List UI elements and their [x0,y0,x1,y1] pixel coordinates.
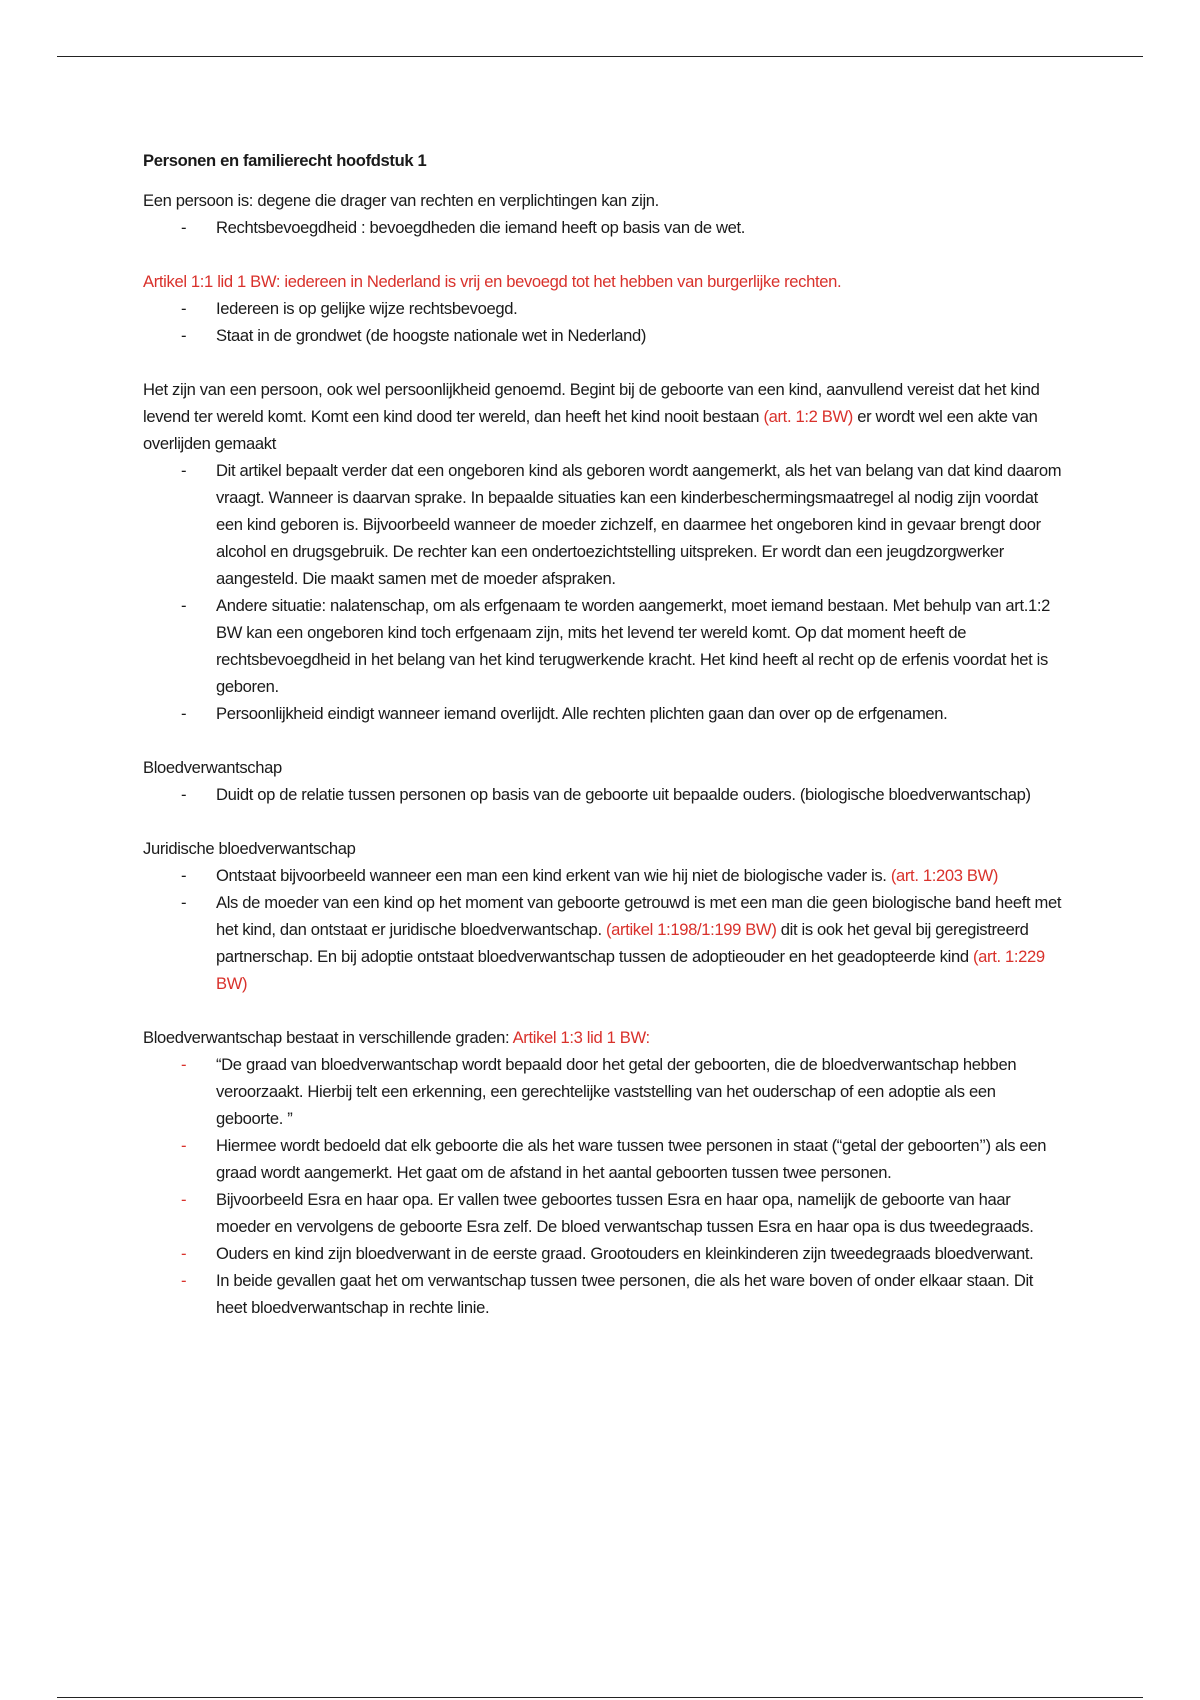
text: Bloedverwantschap bestaat in verschillende graden: [143,1028,513,1047]
list-item-text: Iedereen is op gelijke wijze rechtsbevoegd. [216,299,518,318]
bullet-dash: - [181,1190,187,1209]
bullet-dash: - [181,1271,187,1290]
list-item-text: Ouders en kind zijn bloedverwant in de eerste graad. Grootouders en kleinkinderen zijn tweedegraads bloedverwant. [216,1244,1034,1263]
article-reference: (art. 1:2 BW) [763,407,853,426]
list-item [143,592,1063,700]
list-item [143,1267,1063,1321]
list-item-text: Persoonlijkheid eindigt wanneer iemand overlijdt. Alle rechten plichten gaan dan over op de erfgenamen. [216,704,948,723]
bullet-dash: - [181,1136,187,1155]
article-reference: (art. 1:203 BW) [890,866,999,885]
article-1-1: Artikel 1:1 lid 1 BW: iedereen in Nederland is vrij en bevoegd tot het hebben van burgerlijke rechten. [143,272,842,291]
bullet-dash: - [181,1244,187,1263]
list-item [143,700,1063,727]
bullet-dash: - [181,326,187,345]
bullet-list [143,1051,1063,1321]
bullet-list [143,295,1063,349]
list-item [143,295,1063,322]
bullet-list [143,457,1063,727]
bullet-dash: - [181,218,187,237]
bullet-dash: - [181,461,187,480]
list-item [143,889,1063,997]
paragraph-graden [143,1024,1063,1051]
article-reference: Artikel 1:3 lid 1 BW: [512,1028,650,1047]
text: er wordt wel een akte van overlijden gemaakt [143,407,1038,453]
list-item [143,862,1063,889]
list-item [143,781,1063,808]
list-item-text: Dit artikel bepaalt verder dat een ongeboren kind als geboren wordt aangemerkt, als het van belang van dat kind daarom vraagt. Wanneer is daarvan sprake. In bepaalde situaties kan een kinderbeschermingsmaatregel al nodig zijn voordat een kind geboren is. Bijvoorbeeld wanneer de moeder zichzelf, en daarmee het ongeboren kind in gevaar brengt door alcohol en drugsgebruik. De rechter kan een ondertoezichtstelling uitspreken. Er wordt dan een jeugdzorgwerker aangesteld. Die maakt samen met de moeder afspraken. [216,461,1062,588]
list-item-text: Ontstaat bijvoorbeeld wanneer een man een kind erkent van wie hij niet de biologische vader is. [216,866,891,885]
heading-juridische-bloedverwantschap: Juridische bloedverwantschap [143,839,356,858]
paragraph-persoon: Een persoon is: degene die drager van rechten en verplichtingen kan zijn. [143,191,659,210]
bullet-dash: - [181,893,187,912]
bullet-list [143,781,1063,808]
list-item-text: Hiermee wordt bedoeld dat elk geboorte die als het ware tussen twee personen in staat (“getal der geboorten’’) als een graad wordt aangemerkt. Het gaat om de afstand in het aantal geboorten tussen twee personen. [216,1136,1047,1182]
list-item [143,1132,1063,1186]
list-item-text: Andere situatie: nalatenschap, om als erfgenaam te worden aangemerkt, moet iemand bestaan. Met behulp van art.1:2 BW kan een ongeboren kind toch erfgenaam zijn, mits het levend ter wereld komt. Op dat moment heeft de rechtsbevoegdheid in het belang van het kind terugwerkende kracht. Het kind heeft al recht op de erfenis voordat het is geboren. [216,596,1050,696]
list-item [143,322,1063,349]
list-item [143,457,1063,592]
list-item-text: dit is ook het geval bij geregistreerd partnerschap. En bij adoptie ontstaat bloedverwantschap tussen de adoptieouder en het geadopteerde kind [216,920,1029,966]
bullet-dash: - [181,866,187,885]
article-reference: (artikel 1:198/1:199 BW) [605,920,777,939]
bullet-dash: - [181,1055,187,1074]
list-item-text: Staat in de grondwet (de hoogste nationale wet in Nederland) [216,326,647,345]
list-item [143,1240,1063,1267]
bullet-dash: - [181,704,187,723]
list-item-text: “De graad van bloedverwantschap wordt bepaald door het getal der geboorten, die de bloedverwantschap hebben veroorzaakt. Hierbij telt een erkenning, een gerechtelijke vaststelling van het ouderschap of een adoptie als een geboorte. ” [216,1055,1017,1128]
header-rule [57,56,1143,57]
document-title: Personen en familierecht hoofdstuk 1 [143,151,427,170]
bullet-list [143,862,1063,997]
bullet-dash: - [181,299,187,318]
list-item-text: Bijvoorbeeld Esra en haar opa. Er vallen twee geboortes tussen Esra en haar opa, namelijk de geboorte van haar moeder en vervolgens de geboorte Esra zelf. De bloed verwantschap tussen Esra en haar opa is dus tweedegraads. [216,1190,1034,1236]
article-reference: (art. 1:229 BW) [216,947,1045,993]
list-item [143,1186,1063,1240]
bullet-dash: - [181,596,187,615]
list-item-text: Rechtsbevoegdheid : bevoegdheden die iemand heeft op basis van de wet. [216,218,746,237]
list-item-text: Duidt op de relatie tussen personen op basis van de geboorte uit bepaalde ouders. (biologische bloedverwantschap) [216,785,1031,804]
list-item [143,1051,1063,1132]
bullet-dash: - [181,785,187,804]
footer-rule [57,1697,1143,1698]
list-item [143,214,1063,241]
list-item-text: In beide gevallen gaat het om verwantschap tussen twee personen, die als het ware boven of onder elkaar staan. Dit heet bloedverwantschap in rechte linie. [216,1271,1034,1317]
list-item-text: Als de moeder van een kind op het moment van geboorte getrouwd is met een man die geen biologische band heeft met het kind, dan ontstaat er juridische bloedverwantschap. [216,893,1062,939]
document-body [143,147,1063,1321]
heading-bloedverwantschap: Bloedverwantschap [143,758,282,777]
paragraph-persoonlijkheid [143,376,1063,457]
text: Het zijn van een persoon, ook wel persoonlijkheid genoemd. Begint bij de geboorte van een kind, aanvullend vereist dat het kind levend ter wereld komt. Komt een kind dood ter wereld, dan heeft het kind nooit bestaan [143,380,1040,426]
bullet-list [143,214,1063,241]
